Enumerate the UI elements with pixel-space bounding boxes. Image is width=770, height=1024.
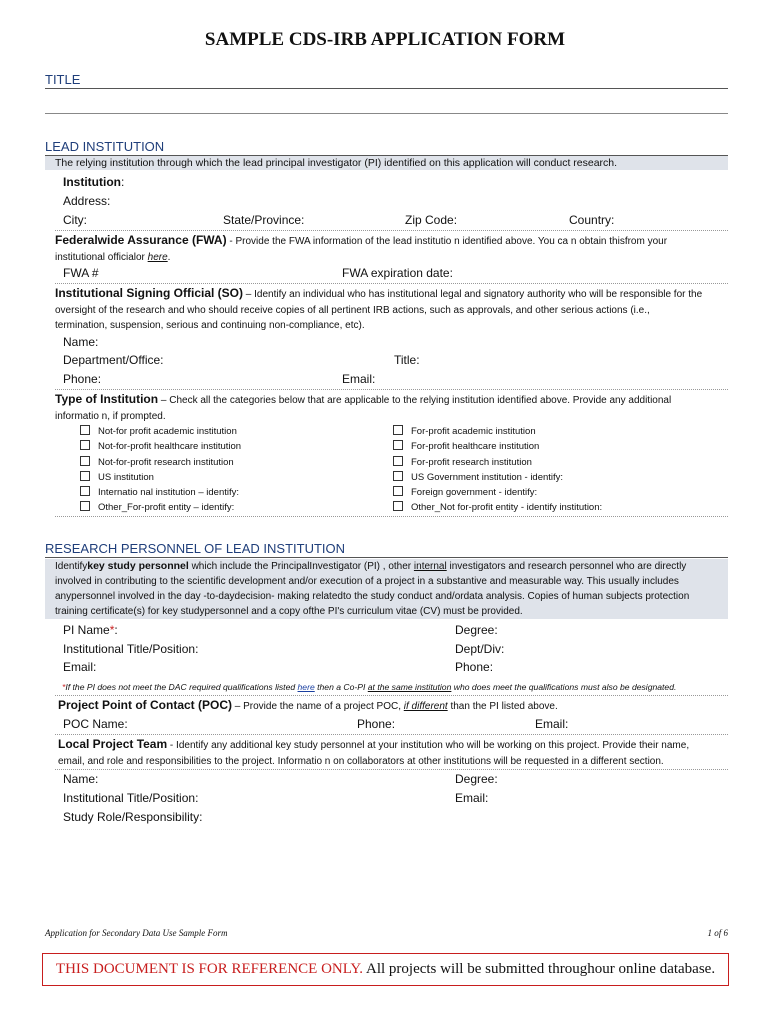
checkbox-icon[interactable] [393, 486, 403, 496]
intro-text: anypersonnel involved in the day -to-daydecision- making relatedto the study conduct and/ordata analysis. Copies of human subjects protection [55, 591, 690, 602]
checkbox-icon[interactable] [393, 440, 403, 450]
fwa-here-link[interactable]: here [147, 251, 168, 263]
checkbox-icon[interactable] [80, 440, 90, 450]
section-lead-institution-heading: LEAD INSTITUTION [45, 139, 728, 156]
divider [55, 283, 728, 284]
checkbox-icon[interactable] [80, 456, 90, 466]
divider [55, 734, 728, 735]
checkbox-label: For-profit healthcare institution [411, 441, 540, 453]
checkbox-icon[interactable] [393, 501, 403, 511]
divider [55, 230, 728, 231]
intro-text: which include the PrincipalInvestigator (PI) , other [188, 561, 414, 572]
footer-form-name: Application for Secondary Data Use Sample Form [45, 928, 228, 938]
divider [55, 695, 728, 696]
so-phone-label: Phone: [63, 372, 102, 386]
note-text: who does meet the qualifications must also be designated. [451, 682, 677, 692]
required-star: * [109, 623, 115, 637]
team-role-label: Study Role/Responsibility: [63, 810, 203, 824]
pi-email-label: Email: [63, 660, 97, 674]
checkbox-icon[interactable] [393, 456, 403, 466]
team-name-label: Name: [63, 772, 99, 786]
checkbox-item[interactable] [393, 485, 602, 500]
type-paragraph [55, 392, 740, 424]
institution-colon: : [120, 175, 125, 189]
intro-key-personnel: key study personnel [87, 560, 189, 572]
note-here-link[interactable]: here [297, 682, 315, 692]
checkbox-label: Other_Not for-profit entity - identify institution: [411, 502, 603, 514]
checkbox-item[interactable] [80, 500, 241, 515]
checkbox-item[interactable] [80, 439, 241, 454]
checkbox-label: Other_For-profit entity – identify: [98, 502, 235, 514]
so-title-label: Title: [394, 353, 420, 367]
checkbox-label: US Government institution - identify: [411, 471, 564, 483]
divider [55, 769, 728, 770]
checkbox-item[interactable] [80, 470, 241, 485]
so-text: – Identify an individual who has institutional legal and signatory authority who will be responsible for the [243, 289, 703, 300]
city-label: City: [63, 213, 87, 227]
poc-email-label: Email: [535, 717, 569, 731]
checkbox-item[interactable] [80, 424, 241, 439]
poc-if-different: if different [403, 701, 448, 712]
type-text2: informatio n, if prompted. [55, 410, 166, 422]
note-text: then a Co-PI [314, 682, 368, 692]
intro-internal: internal [413, 561, 447, 572]
note-text: If the PI does not meet the DAC required qualifications listed [65, 682, 298, 692]
checkbox-label: Not-for-profit research institution [98, 456, 234, 468]
type-checklist-left [80, 424, 241, 516]
checkbox-label: Not-for profit academic institution [98, 426, 237, 437]
poc-phone-label: Phone: [357, 717, 396, 731]
pi-qualification-note [62, 682, 676, 692]
fwa-text: - Provide the FWA information of the lead institutio n identified above. You ca n obtain thisfrom your [226, 236, 668, 247]
so-name-label: Name: [63, 335, 99, 349]
local-team-paragraph [58, 737, 738, 769]
so-text2: oversight of the research and who should receive copies of all pertinent IRB actions, such as approvals, and other serious actions (i.e., [55, 304, 650, 316]
intro-text: training certificate(s) for key studypersonnel and a copy ofthe PI's curriculum vitae (CV) must be provided. [55, 606, 523, 617]
local-team-text: - Identify any additional key study personnel at your institution who will be working on this project. Provide their name, [167, 740, 690, 751]
team-degree-label: Degree: [455, 772, 498, 786]
pi-degree-label: Degree: [455, 623, 498, 637]
page-title: SAMPLE CDS-IRB APPLICATION FORM [204, 29, 566, 50]
checkbox-label: For-profit research institution [411, 456, 532, 468]
checkbox-icon[interactable] [80, 486, 90, 496]
section-title-heading: TITLE [45, 72, 728, 89]
pi-phone-label: Phone: [455, 660, 494, 674]
intro-text: investigators and research personnel who are directly [446, 561, 687, 572]
poc-name-label: POC Name: [63, 717, 128, 731]
so-dept-label: Department/Office: [63, 353, 164, 367]
pi-dept-label: Dept/Div: [455, 642, 505, 656]
fwa-expiration-label: FWA expiration date: [342, 266, 453, 280]
notice-red-text: THIS DOCUMENT IS FOR REFERENCE ONLY. [55, 961, 364, 977]
checkbox-item[interactable] [80, 485, 241, 500]
checkbox-item[interactable] [393, 455, 602, 470]
so-paragraph [55, 286, 740, 334]
fwa-paragraph [55, 233, 735, 265]
poc-title: Project Point of Contact (POC) [58, 698, 232, 712]
checkbox-icon[interactable] [80, 501, 90, 511]
zip-label: Zip Code: [405, 213, 458, 227]
team-email-label: Email: [455, 791, 489, 805]
type-text: – Check all the categories below that are applicable to the relying institution identified above. Provide any additional [158, 395, 672, 406]
pi-name-text: PI Name [63, 623, 110, 637]
institution-label-text: Institution [63, 175, 121, 189]
checkbox-icon[interactable] [393, 425, 403, 435]
checkbox-label: Not-for-profit healthcare institution [98, 441, 242, 453]
type-title: Type of Institution [55, 392, 159, 406]
pi-name-label: PI Name*: [63, 623, 118, 637]
checkbox-item[interactable] [393, 470, 602, 485]
poc-text: – Provide the name of a project POC, [232, 701, 404, 712]
checkbox-label: For-profit academic institution [411, 426, 536, 437]
country-label: Country: [569, 213, 615, 227]
so-title: Institutional Signing Official (SO) [55, 286, 243, 300]
reference-only-notice [42, 953, 729, 986]
checkbox-item[interactable] [393, 424, 602, 439]
institution-label [63, 175, 124, 189]
title-input-line[interactable] [45, 113, 728, 114]
checkbox-item[interactable] [393, 439, 602, 454]
local-team-title: Local Project Team [58, 737, 168, 751]
notice-text: All projects will be submitted throughour online database. [363, 961, 716, 977]
checkbox-icon[interactable] [393, 471, 403, 481]
checkbox-item[interactable] [393, 500, 602, 515]
local-team-text: email, and role and responsibilities to the project. Informatio n on collaborators at other institutions will be requested in a different section. [58, 755, 664, 767]
checkbox-label: US institution [98, 471, 154, 483]
divider [55, 516, 728, 517]
poc-text: than the PI listed above. [447, 701, 558, 712]
note-star: * [62, 682, 66, 692]
checkbox-label: Foreign government - identify: [411, 487, 538, 499]
team-inst-title-label: Institutional Title/Position: [63, 791, 199, 805]
poc-paragraph [58, 698, 738, 715]
intro-text: Identify [55, 561, 88, 572]
address-label: Address: [63, 194, 111, 208]
so-text3: termination, suspension, serious and continuing non-compliance, etc). [55, 320, 365, 331]
state-label: State/Province: [223, 213, 305, 227]
note-same-institution: at the same institution [367, 682, 452, 692]
checkbox-label: Internatio nal institution – identify: [98, 487, 240, 499]
type-checklist-right [393, 424, 602, 516]
so-email-label: Email: [342, 372, 376, 386]
fwa-title: Federalwide Assurance (FWA) [55, 233, 227, 247]
intro-text: involved in contributing to the scientific development and/or execution of a project in a substantive and measurable way. This usually includes [55, 576, 679, 587]
pi-inst-title-label: Institutional Title/Position: [63, 642, 199, 656]
footer-page-number: 1 of 6 [707, 928, 728, 938]
fwa-number-label: FWA # [63, 266, 99, 280]
personnel-intro-box [45, 559, 728, 619]
divider [55, 389, 728, 390]
checkbox-icon[interactable] [80, 471, 90, 481]
checkbox-icon[interactable] [80, 425, 90, 435]
lead-intro-bar: The relying institution through which the lead principal investigator (PI) identified on this application will conduct research. [45, 156, 728, 170]
fwa-text2: institutional officialor [55, 251, 148, 263]
fwa-dot: . [167, 251, 171, 263]
checkbox-item[interactable] [80, 455, 241, 470]
section-research-personnel-heading: RESEARCH PERSONNEL OF LEAD INSTITUTION [45, 541, 728, 558]
